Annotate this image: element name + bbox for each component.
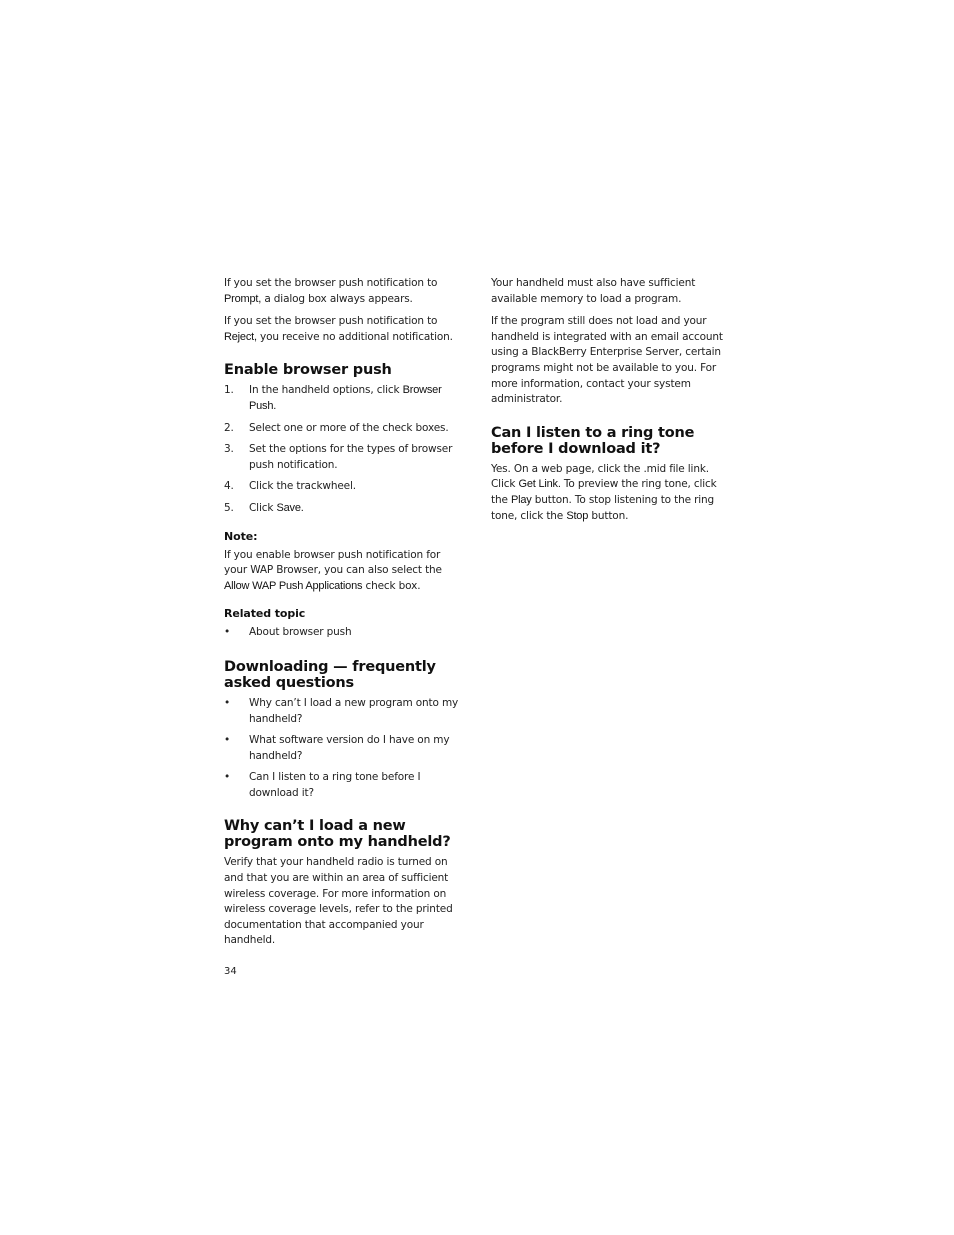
faq-item xyxy=(224,696,462,727)
downloading-faq-heading: Downloading — frequently asked questions xyxy=(224,658,436,691)
faq-link[interactable]: Why can’t I load a new program onto my handheld? xyxy=(249,696,459,725)
bullet: • xyxy=(224,734,231,747)
step-text: Click xyxy=(249,501,277,514)
ring-tone-text: button. To stop listening to the ring tone, click the xyxy=(491,493,715,522)
step-ui-label: Browser Push. xyxy=(249,384,442,412)
get-link-ui-label: Get Link. xyxy=(518,478,561,491)
step-number: 1. xyxy=(224,384,234,397)
step-item xyxy=(224,479,462,495)
step-item xyxy=(224,501,462,517)
step-text: Set the options for the types of browser push notification. xyxy=(249,443,453,471)
step-item xyxy=(224,442,462,473)
bullet: • xyxy=(224,696,231,709)
step-number: 2. xyxy=(224,421,234,434)
enable-steps-list xyxy=(224,383,462,516)
related-topic-list xyxy=(224,625,462,641)
note-heading: Note: xyxy=(224,529,258,543)
faq-list xyxy=(224,696,462,802)
note-text-end: check box. xyxy=(362,579,421,592)
note-paragraph xyxy=(224,548,462,595)
left-column xyxy=(224,276,462,956)
step-number: 5. xyxy=(224,501,234,514)
enterprise-paragraph: If the program still does not load and your handheld is integrated with an email account using a BlackBerry Enterprise Server, certain programs might not be available to you. For more information, contact your system administrator. xyxy=(491,315,723,406)
faq-item xyxy=(224,733,462,764)
enable-browser-push-heading: Enable browser push xyxy=(224,362,392,379)
stop-ui-label: Stop xyxy=(566,509,589,522)
memory-paragraph: Your handheld must also have sufficient available memory to load a program. xyxy=(491,277,696,305)
prompt-paragraph xyxy=(224,276,462,307)
page-number: 34 xyxy=(224,966,237,977)
step-text: Click the trackwheel. xyxy=(249,480,356,493)
ring-tone-text: Yes. On a web page, click the .mid file link. Click xyxy=(491,462,709,491)
ring-tone-text: button. xyxy=(588,509,629,522)
step-ui-label: Save. xyxy=(276,501,304,514)
related-topic-item xyxy=(224,625,462,641)
step-text: Select one or more of the check boxes. xyxy=(249,421,449,434)
faq-link[interactable]: Can I listen to a ring tone before I download it? xyxy=(249,771,421,799)
faq-link[interactable]: What software version do I have on my handheld? xyxy=(249,734,450,762)
step-item xyxy=(224,421,462,437)
ring-tone-text: To preview the ring tone, click the xyxy=(491,478,717,506)
prompt-text-end: a dialog box always appears. xyxy=(261,292,413,305)
prompt-text: If you set the browser push notification to xyxy=(224,277,438,289)
bullet: • xyxy=(224,771,231,784)
step-number: 3. xyxy=(224,443,234,456)
reject-ui-label: Reject, xyxy=(224,330,257,343)
note-text: If you enable browser push notification for your WAP Browser, you can also select the xyxy=(224,548,442,577)
step-item xyxy=(224,383,462,414)
right-column xyxy=(491,276,729,531)
step-text: In the handheld options, click xyxy=(249,384,403,397)
bullet: • xyxy=(224,626,231,639)
play-ui-label: Play xyxy=(510,493,532,506)
related-topic-link[interactable]: About browser push xyxy=(249,626,352,639)
ring-tone-heading: Can I listen to a ring tone before I download it? xyxy=(491,424,695,457)
allow-wap-ui-label: Allow WAP Push Applications xyxy=(224,579,363,592)
why-cant-load-heading: Why can’t I load a new program onto my handheld? xyxy=(224,818,451,851)
why-cant-load-paragraph: Verify that your handheld radio is turned on and that you are within an area of sufficient wireless coverage. For more information on wireless coverage levels, refer to the printed documentation that accompanied your handheld. xyxy=(224,856,453,947)
reject-text-end: you receive no additional notification. xyxy=(256,330,453,343)
step-number: 4. xyxy=(224,480,234,493)
reject-paragraph xyxy=(224,314,462,345)
related-topic-heading: Related topic xyxy=(224,607,306,621)
ring-tone-paragraph xyxy=(491,462,729,524)
prompt-ui-label: Prompt, xyxy=(224,292,262,305)
reject-text: If you set the browser push notification to xyxy=(224,315,438,328)
faq-item xyxy=(224,770,462,801)
